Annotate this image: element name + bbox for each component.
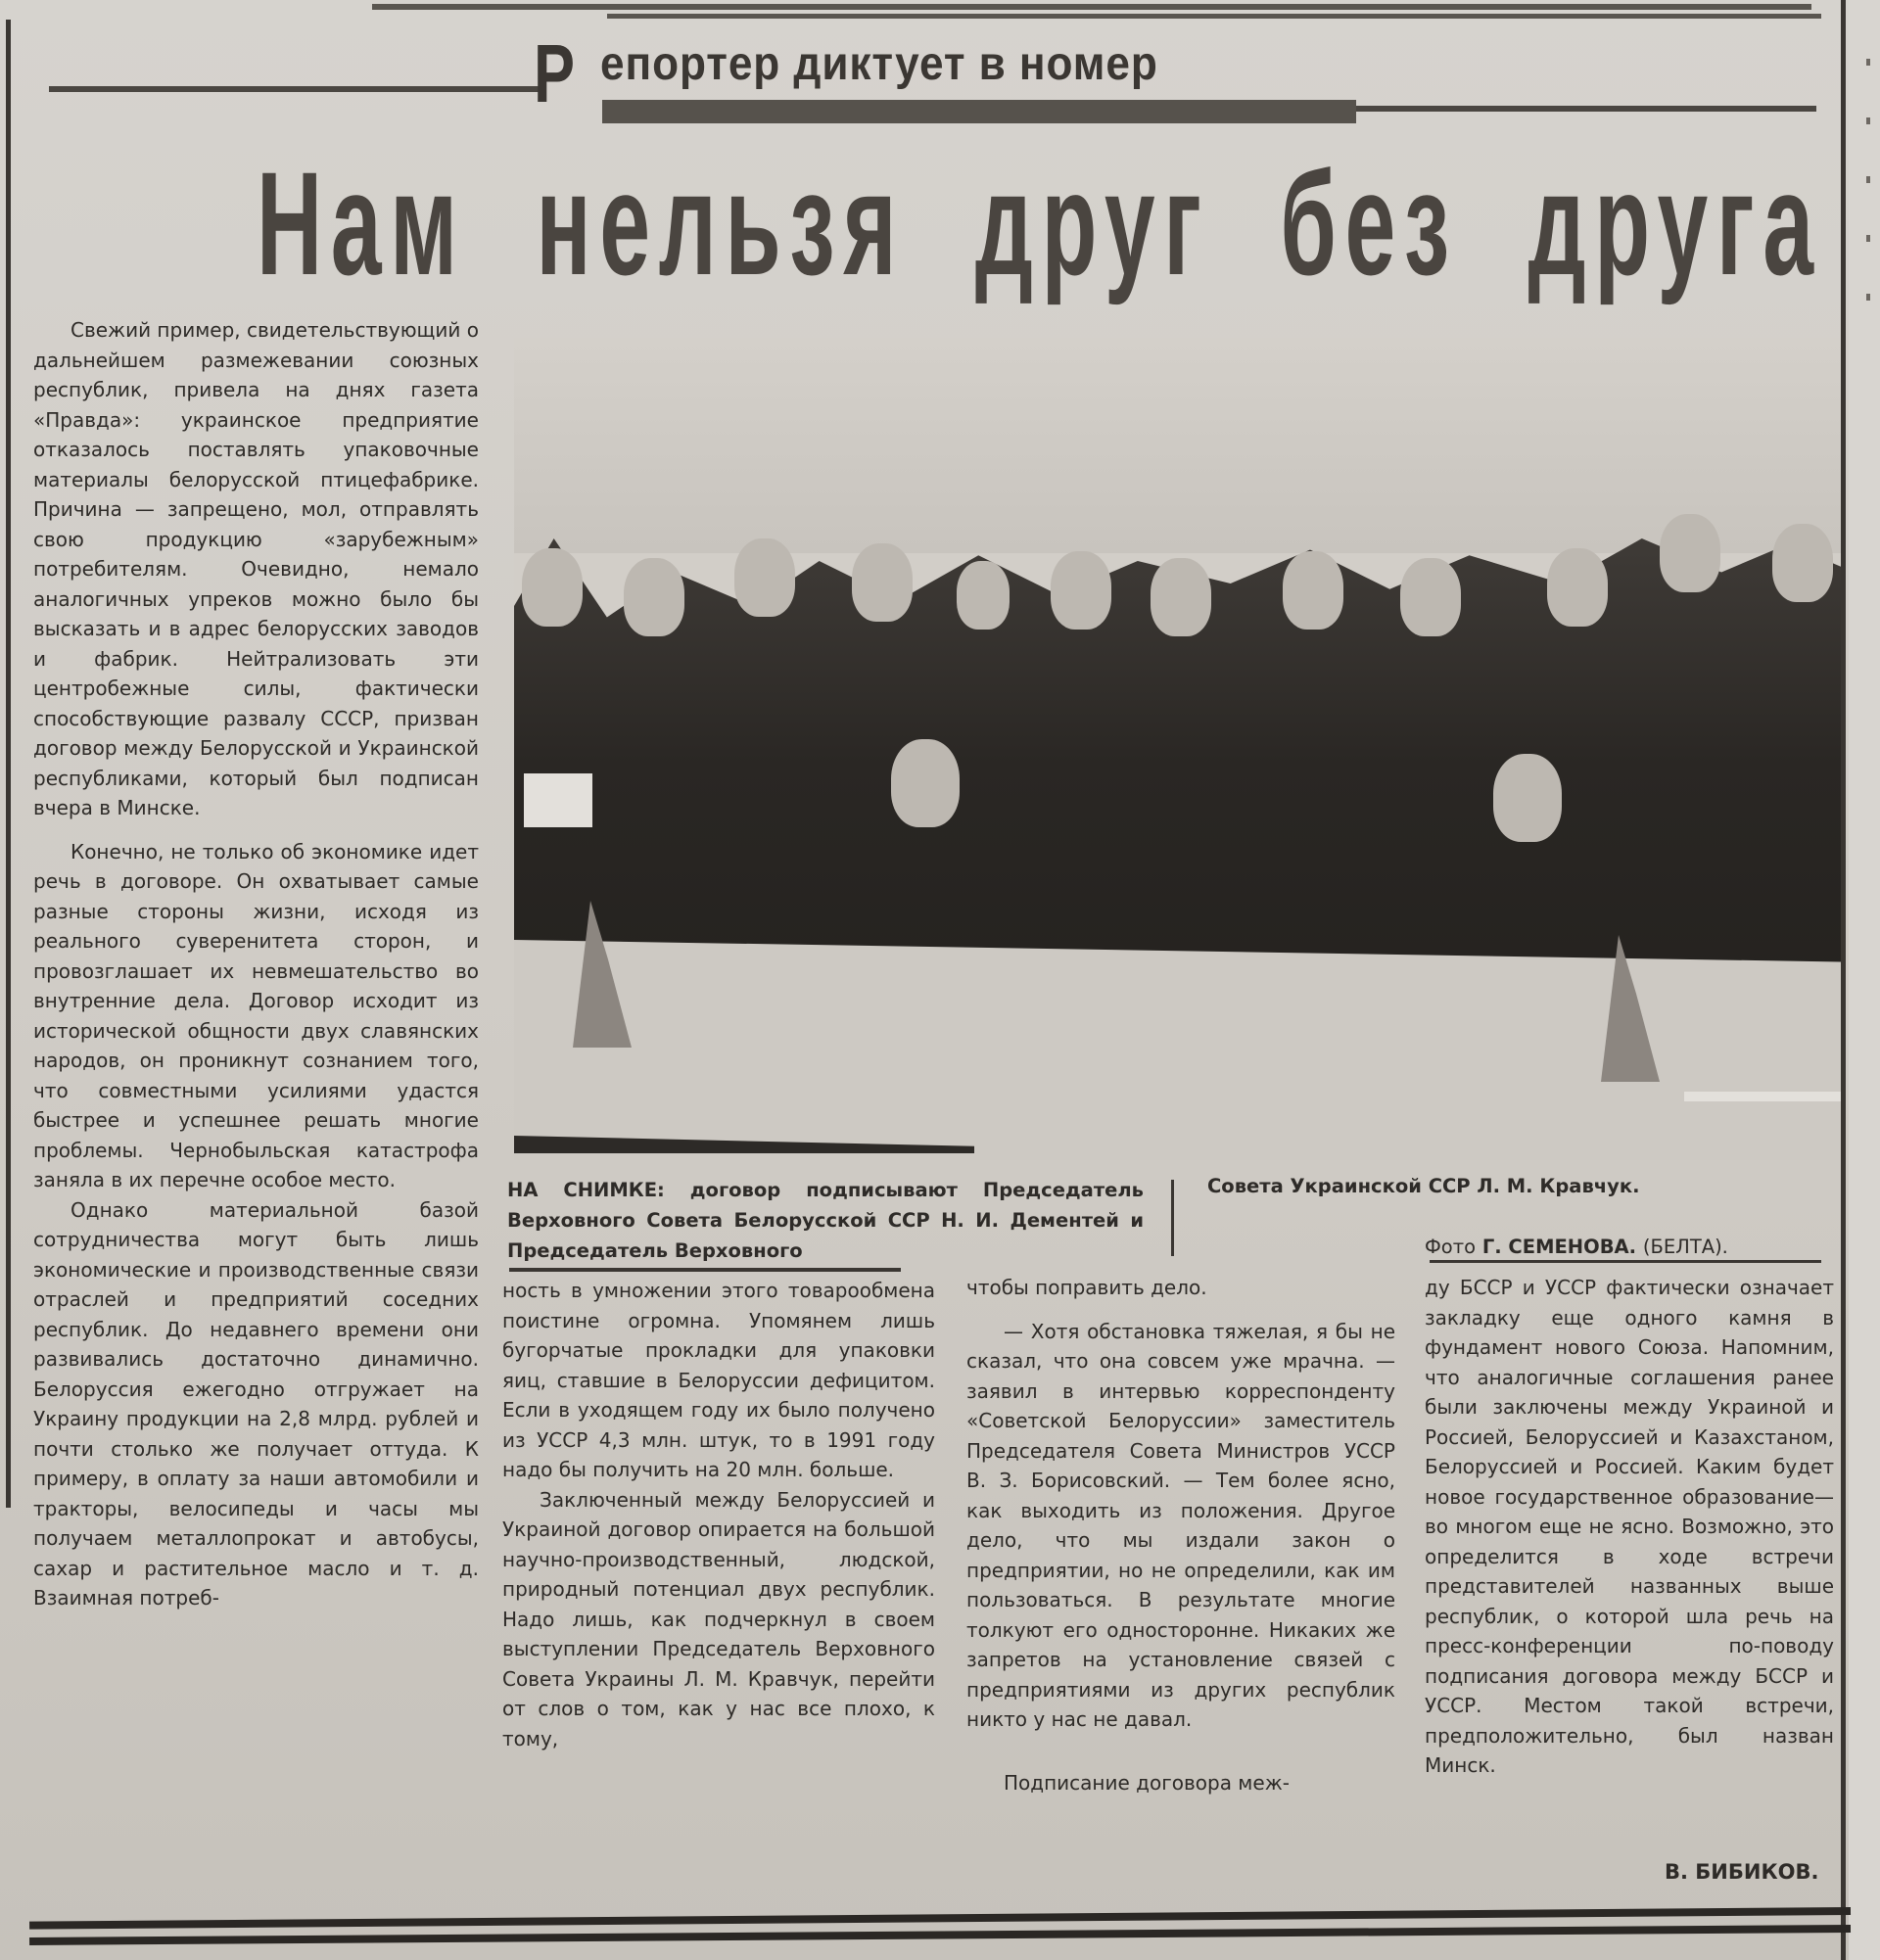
photo-figure: [734, 538, 795, 617]
caption-divider: [1171, 1180, 1174, 1256]
photo-figure: [1051, 551, 1111, 630]
margin-mark: [1866, 294, 1870, 301]
rubric-bar: [602, 100, 1356, 123]
article-headline: Нам нельзя друг без друга: [257, 141, 1822, 305]
photo-figure: [1151, 558, 1211, 636]
photo-credit: [1425, 1232, 1728, 1262]
rubric-initial: Р: [534, 27, 576, 119]
rubric-rule-left: [49, 86, 539, 92]
article-column-2: [502, 1276, 935, 1753]
adjacent-page-edge: [1849, 0, 1880, 1960]
photo-figure: [1772, 524, 1833, 602]
photo-document: [1684, 1092, 1841, 1101]
rubric-header: [39, 29, 1811, 137]
paragraph: Свежий пример, свидетельствующий о дальнейшем размежевании союзных республик, привела на днях газета «Правда»: украинское предприятие отказалось поставлять упаковочные материалы белорусской птицефабрике. Причина — запрещено, мол, отправлять свою продукцию «зарубежным» потребителям. Очевидно, немало аналогичных упреков можно было бы высказать и в адрес белорусских заводов и фабрик. Нейтрализовать эти центробежные силы, фактически способствующие развалу СССР, призван договор между Белорусской и Украинской республиками, который был подписан вчера в Минске.: [33, 318, 479, 819]
photo-figure: [852, 543, 913, 622]
margin-mark: [1866, 117, 1870, 124]
article-column-1: [33, 315, 479, 1613]
photo-signatory-right: [1493, 754, 1562, 842]
photo-document: [524, 773, 592, 827]
caption-text: договор подписывают Председатель Верховного Совета Белорусской ССР Н. И. Дементей и Председатель Верховного: [507, 1179, 1144, 1262]
author-signature: В. БИБИКОВ.: [1665, 1860, 1819, 1884]
credit-agency: (БЕЛТА).: [1642, 1236, 1728, 1258]
photo-figure: [1400, 558, 1461, 636]
caption-rule: [509, 1268, 901, 1272]
paragraph: Конечно, не только об экономике идет речь в договоре. Он охватывает самые разные стороны жизни, исходя из реального суверенитета сторон, и провозглашает их невмешательство во внутренние дела. Договор исходит из исторической общности двух славянских народов, он проникнут сознанием того, что совместными усилиями удастся быстрее и успешнее решать многие проблемы. Чернобыльская катастрофа заняла в их перечне особое место.: [33, 839, 479, 1191]
article-column-3: [966, 1273, 1395, 1797]
caption-label: НА СНИМКЕ:: [507, 1179, 665, 1201]
paragraph: ность в умножении этого товарообмена поистине огромна. Упомянем лишь бугорчатые прокладки для упаковки яиц, ставшие в Белоруссии дефицитом. Если в уходящем году их было получено из УССР 4,3 млн. штук, то в 1991 году надо бы получить на 20 млн. больше.: [502, 1279, 935, 1481]
credit-prefix: Фото: [1425, 1236, 1477, 1258]
paragraph: — Хотя обстановка тяжелая, я бы не сказал, что она совсем уже мрачна. — заявил в интервью корреспонденту «Советской Белоруссии» заместитель Председателя Совета Министров УССР В. З. Борисовский. — Тем более ясно, как выходить из положения. Другое дело, что мы издали закон о предприятии, но не определили, как им пользоваться. В результате многие толкуют его односторонне. Никаких же запретов на установление связей с предприятиями из других республик никто у нас не давал.: [966, 1319, 1395, 1731]
photo-figure: [522, 548, 583, 627]
bottom-rule: [29, 1925, 1851, 1945]
margin-mark: [1866, 176, 1870, 183]
top-rule: [372, 4, 1811, 10]
top-rule: [607, 14, 1821, 19]
photo-figure: [1660, 514, 1720, 592]
rubric-rule-right: [1356, 106, 1816, 112]
paragraph: чтобы поправить дело.: [966, 1276, 1207, 1299]
photo-caption-continued: Совета Украинской ССР Л. М. Кравчук.: [1207, 1175, 1640, 1197]
rubric-title: епортер диктует в номер: [600, 38, 1158, 90]
right-page-border: [1841, 0, 1846, 1960]
photo-caption: [507, 1175, 1144, 1266]
credit-rule: [1430, 1260, 1821, 1263]
photo-figure: [1283, 551, 1343, 630]
left-column-border: [6, 20, 11, 1508]
news-photo: [514, 338, 1841, 1160]
paragraph: Однако материальной базой сотрудничества могут быть лишь экономические и производственные связи отраслей и предприятий соседних республик. До недавнего времени они развивались достаточно динамично. Белоруссия ежегодно отгружает на Украину продукции на 2,8 млрд. рублей и почти столько же получает оттуда. К примеру, в оплату за наши автомобили и тракторы, велосипеды и часы мы получаем металлопрокат и автобусы, сахар и растительное масло и т. д. Взаимная потреб-: [33, 1197, 479, 1610]
paragraph: ду БССР и УССР фактически означает закладку еще одного камня в фундамент нового Союза. Напомним, что аналогичные соглашения ранее были заключены между Украиной и Россией, Белоруссией и Казахстаном, Белоруссией и Россией. Каким будет новое государственное образование—во многом еще не ясно. Возможно, это определится в ходе встречи представителей названных выше республик, о которой шла речь на пресс-конференции по-поводу подписания договора между БССР и УССР. Местом такой встречи, предположительно, был назван Минск.: [1425, 1276, 1834, 1777]
margin-mark: [1866, 59, 1870, 66]
photo-figure: [957, 561, 1010, 630]
photo-signatory-left: [891, 739, 960, 827]
photo-figure: [1547, 548, 1608, 627]
credit-photographer: Г. СЕМЕНОВА.: [1481, 1236, 1637, 1258]
photo-figure: [624, 558, 684, 636]
paragraph: Заключенный между Белоруссией и Украиной договор опирается на большой научно-производственный, людской, природный потенциал двух республик. Надо лишь, как подчеркнул в своем выступлении Председатель Верховного Совета Украины Л. М. Кравчук, перейти от слов о том, как у нас все плохо, к тому,: [502, 1487, 935, 1750]
photo-background-wall: [514, 338, 1841, 553]
margin-mark: [1866, 235, 1870, 242]
article-column-4: [1425, 1273, 1834, 1781]
paragraph: Подписание договора меж-: [1004, 1770, 1290, 1795]
